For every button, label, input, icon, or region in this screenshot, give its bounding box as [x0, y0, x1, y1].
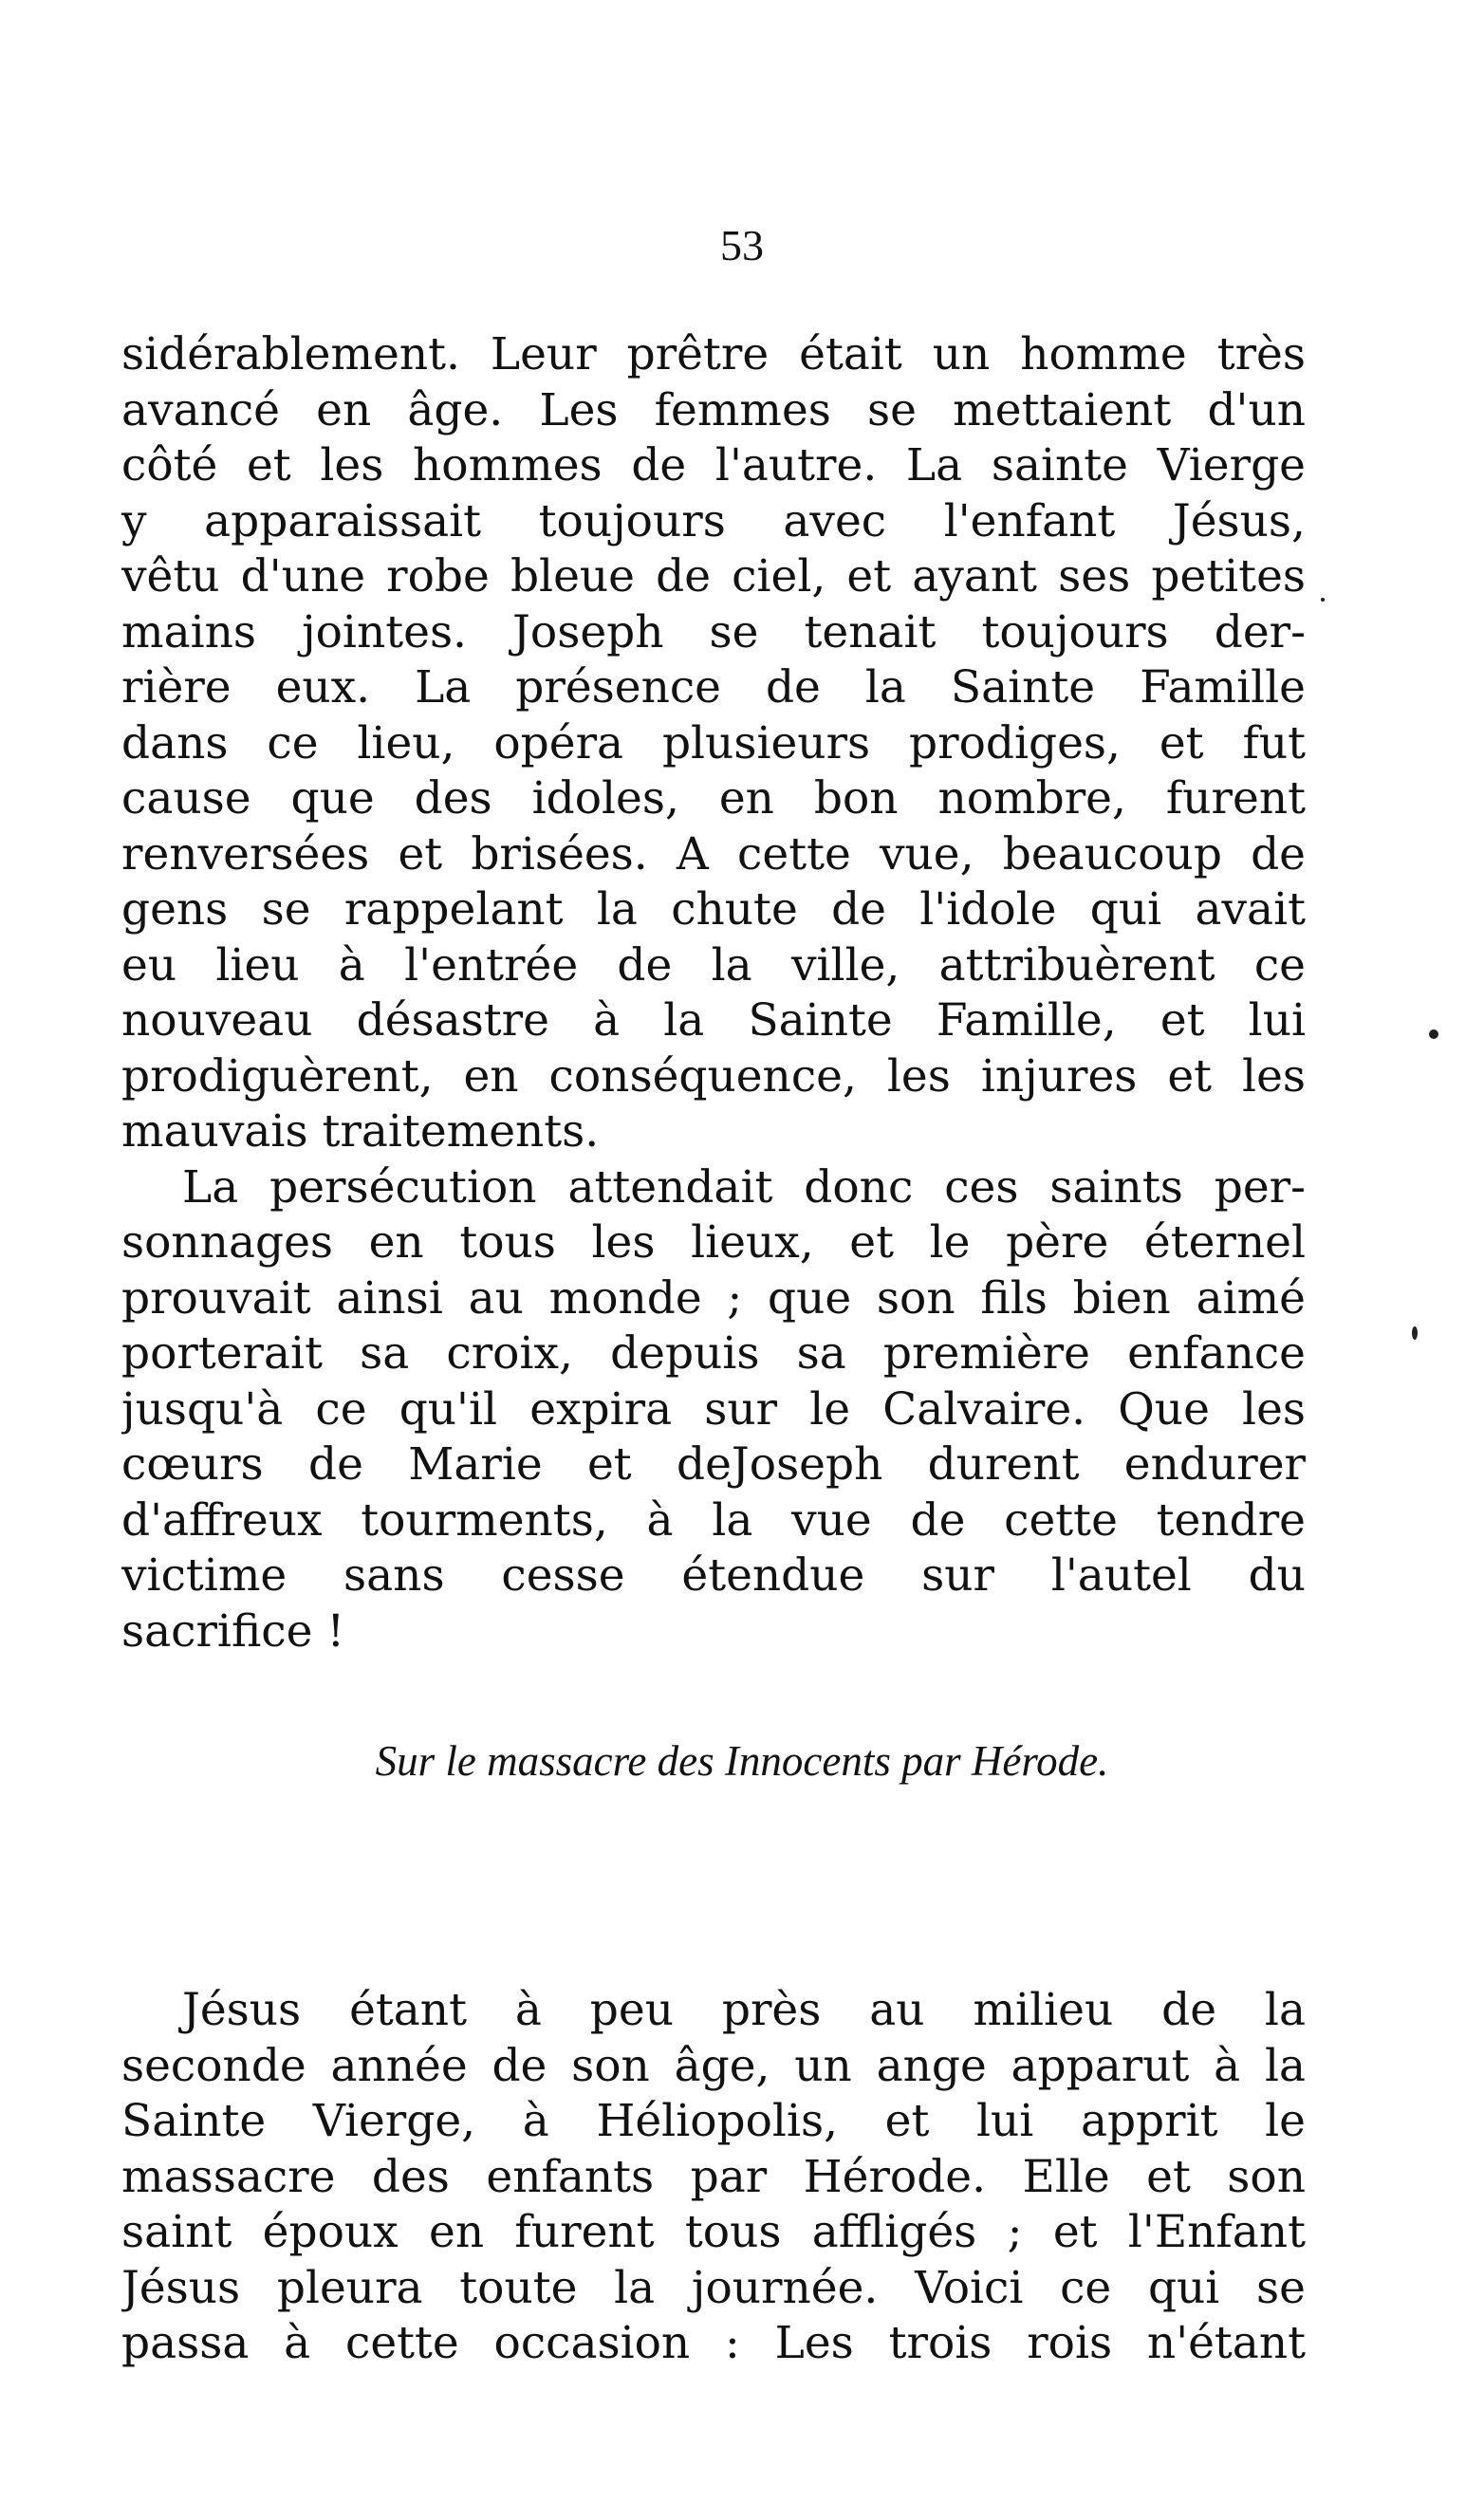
text-line: Jésus étant à peu près au milieu de la	[182, 1984, 1306, 2036]
text-line: victime sans cesse étendue sur l'autel du	[121, 1549, 1306, 1602]
text-line: porterait sa croix, depuis sa première enfance	[121, 1327, 1306, 1380]
text-line: sacrifice !	[121, 1604, 345, 1658]
text-line: prodiguèrent, en conséquence, les injures et les	[121, 1049, 1306, 1103]
text-line: cause que des idoles, en bon nombre, furent	[121, 772, 1306, 825]
text-line: seconde année de son âge, un ange apparut à la	[121, 2039, 1306, 2092]
page-number: 53	[720, 221, 764, 269]
text-line: nouveau désastre à la Sainte Famille, et lui	[121, 994, 1306, 1047]
scan-speck	[1321, 598, 1325, 602]
text-line: jusqu'à ce qu'il expira sur le Calvaire. Que les	[121, 1382, 1306, 1436]
text-line: rière eux. La présence de la Sainte Famille	[121, 661, 1306, 714]
text-line: avancé en âge. Les femmes se mettaient d'un	[121, 383, 1306, 436]
body-text-top	[121, 327, 1306, 1659]
text-line: cœurs de Marie et deJoseph durent endurer	[121, 1438, 1306, 1491]
scan-speck	[1412, 1326, 1418, 1340]
paragraph-1	[121, 327, 1306, 1160]
body-text-bottom	[121, 1983, 1306, 2372]
text-line: prouvait ainsi au monde ; que son fils bien aimé	[121, 1271, 1306, 1325]
section-heading: Sur le massacre des Innocents par Hérode.	[375, 1737, 1109, 1785]
text-line: massacre des enfants par Hérode. Elle et son	[121, 2150, 1306, 2203]
text-line: dans ce lieu, opéra plusieurs prodiges, et fut	[121, 716, 1306, 769]
text-line: saint époux en furent tous affligés ; et l'Enfant	[121, 2206, 1306, 2258]
text-line: La persécution attendait donc ces saints per-	[182, 1160, 1306, 1214]
text-line: sidérablement. Leur prêtre était un homme très	[121, 328, 1306, 380]
text-line: d'affreux tourments, à la vue de cette tendre	[121, 1493, 1306, 1547]
text-line: renversées et brisées. A cette vue, beaucoup de	[121, 827, 1306, 880]
text-line: vêtu d'une robe bleue de ciel, et ayant ses petites	[121, 550, 1306, 602]
text-line: y apparaissait toujours avec l'enfant Jésus,	[121, 494, 1306, 547]
text-line: Sainte Vierge, à Héliopolis, et lui apprit le	[121, 2095, 1306, 2147]
text-line: sonnages en tous les lieux, et le père éternel	[121, 1216, 1306, 1269]
text-line: côté et les hommes de l'autre. La sainte Vierge	[121, 439, 1306, 491]
scan-speck	[1429, 1029, 1438, 1039]
text-line: Jésus pleura toute la journée. Voici ce qui se	[121, 2261, 1306, 2314]
text-line: eu lieu à l'entrée de la ville, attribuèrent ce	[121, 938, 1306, 992]
text-line: mains jointes. Joseph se tenait toujours der-	[121, 605, 1306, 658]
text-line: passa à cette occasion : Les trois rois n'étant	[121, 2317, 1306, 2369]
paragraph-3	[121, 1983, 1306, 2372]
paragraph-2	[121, 1160, 1306, 1660]
text-line: mauvais traitements.	[121, 1105, 600, 1158]
text-line: gens se rappelant la chute de l'idole qui avait	[121, 883, 1306, 936]
